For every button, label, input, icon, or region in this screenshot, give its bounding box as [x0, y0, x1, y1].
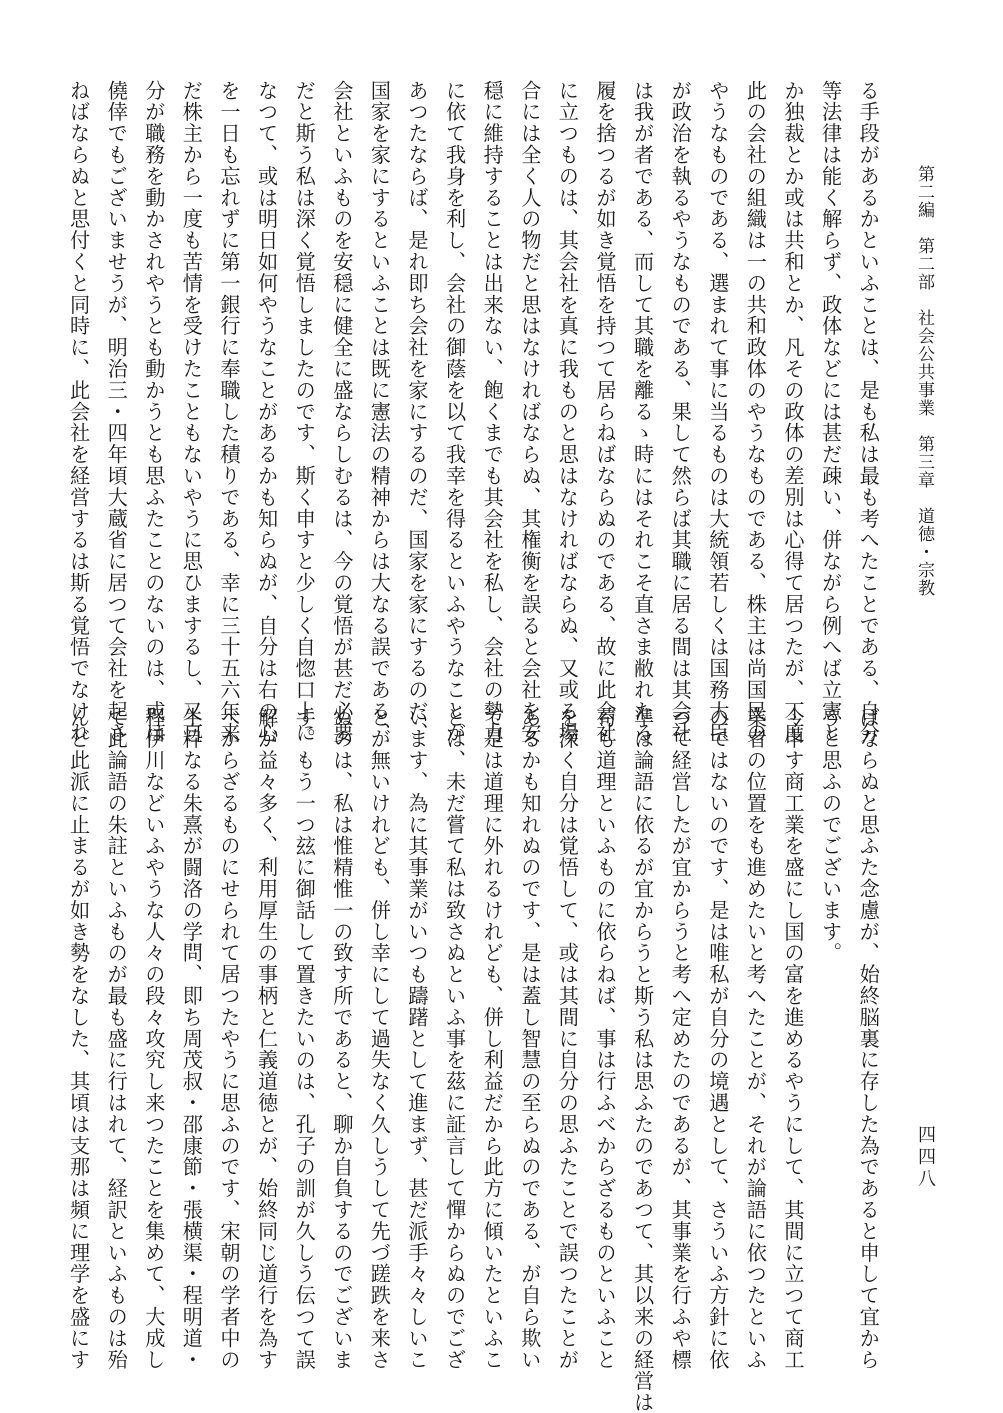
text-line: 分が職務を動かされやうとも動かうとも思ふたことのないのは、或は — [141, 80, 166, 744]
text-line: つて経営したが宜からうと考へ定めたのであるが、其事業を行ふや標 — [668, 707, 693, 1371]
text-line: が政治を執るやうなものである、果して然らば其職に居る間は其会社 — [668, 80, 693, 744]
text-line: 今申す商工業を盛にし国の富を進めるやうにして、其間に立つて商工 — [781, 707, 805, 1371]
text-line: ばならぬと思ふた念慮が、始終脳裏に存した為であると申して宜から — [856, 707, 881, 1371]
running-head: 第二編 第二部 社会公共事業 第三章 道徳・宗教 — [914, 165, 934, 597]
page-number: 四四八 — [915, 1125, 936, 1191]
text-line: 履を捨つるが如き覚悟を持つて居らねばならぬのである、故に此会社 — [593, 80, 617, 744]
text-line: 生粋なる朱熹が闘洛の学問、即ち周茂叔・邵康節・張横渠・程明道・ — [179, 707, 204, 1371]
text-line: に依て我身を利し、会社の御蔭を以て我幸を得るといふやうなことが — [442, 80, 467, 744]
text-line: て此論語の朱註といふものが最も盛に行はれて、経訳といふものは殆 — [104, 707, 129, 1371]
text-line: んど此派に止まるが如き勢をなした、其頃は支那は頻に理学を盛にす — [66, 707, 91, 1371]
text-line: る手段があるかといふことは、是も私は最も考へたことである、自分 — [856, 80, 881, 744]
text-line: 等法律は能く解らず、政体などには甚だ疎い、併ながら例へば立憲と — [818, 80, 843, 744]
text-line: す。もう一つ玆に御話して置きたいのは、孔子の訓が久しう伝つて誤 — [292, 707, 317, 1371]
text-line: 程伊川などいふやうな人々の段々攻究し来つたことを集めて、大成し — [141, 707, 166, 1371]
text-line: に立つものは、其会社を真に我ものと思はなければならぬ、又或る場 — [555, 80, 580, 744]
text-line: 国家を家にするといふことは既に憲法の精神からは大なる誤である、 — [367, 80, 392, 744]
text-line: あるかも知れぬのです、是は蓋し智慧の至らぬのである、が自ら欺い — [517, 707, 542, 1371]
text-line: あつたならば、是れ即ち会社を家にするのだ、国家を家にするのだ、 — [405, 80, 429, 744]
text-line: て是は道理に外れるけれども、併し利益だから此方に傾いたといふこ — [480, 707, 505, 1371]
text-line: 業者の位置をも進めたいと考へたことが、それが論語に依つたといふ — [743, 707, 768, 1371]
text-line: 会社といふものを安穏に健全に盛ならしむるは、今の覚悟が甚だ必要 — [329, 80, 354, 744]
text-line: 苟も道理といふものに依らねば、事は行ふべからざるものといふこと — [593, 707, 617, 1371]
text-line: 解が益々多く、利用厚生の事柄と仁義道徳とが、始終同じ道行を為す — [254, 707, 279, 1371]
text-line: だ株主から一度も苦情を受けたこともないやうに思ひまするし、又自 — [179, 80, 204, 744]
text-line: だと斯う私は深く覚悟しましたのです、斯く申すと少しく自惚口上に — [292, 80, 317, 744]
text-line: は我が者である、而して其職を離るゝ時にはそれこそ直さま敝れたる — [630, 80, 655, 744]
text-line: なつて、或は明日如何やうなことがあるかも知らぬが、自分は右の心 — [254, 80, 279, 744]
text-line: とが無いけれども、併し幸にして過失なく久しうして先づ蹉跌を来さ — [367, 707, 392, 1371]
text-line: 穏に維持することは出来ない、飽くまでも其会社を私し、会社の勢力 — [480, 80, 505, 744]
text-line: 僥倖でもございませうが、明治三・四年頃大蔵省に居つて会社を起さ — [104, 80, 129, 744]
text-line: うと思ふのでございます。 — [818, 707, 843, 964]
text-line: か独裁とか或は共和とか、凡その政体の差別は心得て居つたが、丁度 — [781, 80, 805, 744]
text-line: 準は論語に依るが宜からうと斯う私は思ふたのであつて、其以来の経営は — [630, 707, 655, 1413]
text-line: のではないのです、是は唯私が自分の境遇として、さういふ方針に依 — [705, 707, 730, 1371]
text-line: とは、未だ嘗て私は致さぬといふ事を茲に証言して憚からぬのでござ — [442, 707, 467, 1371]
text-line: を一日も忘れずに第一銀行に奉職した積りである、幸に三十五六年来 — [217, 80, 241, 744]
text-line: ねばならぬと思付くと同時に、此会社を経営するは斯る覚悟でなけれ — [66, 80, 91, 744]
text-line: ぬのは、私は惟精惟一の致す所であると、聊か自負するのでございま — [329, 707, 354, 1371]
text-line: 此の会社の組織は一の共和政体のやうなものである、株主は尚国民の — [743, 80, 768, 744]
text-line: べからざるものにせられて居つたやうに思ふのです、宋朝の学者中の — [217, 707, 241, 1371]
text-line: 合には全く人の物だと思はなければならぬ、其権衡を誤ると会社を安 — [517, 80, 542, 744]
text-line: います、為に其事業がいつも躊躇として進まず、甚だ派手々々しいこ — [405, 707, 429, 1371]
text-line: やうなものである、選まれて事に当るものは大統領若しくは国務大臣 — [705, 80, 730, 744]
text-line: を深く自分は覚悟して、或は其間に自分の思ふたことで誤つたことが — [555, 707, 580, 1371]
